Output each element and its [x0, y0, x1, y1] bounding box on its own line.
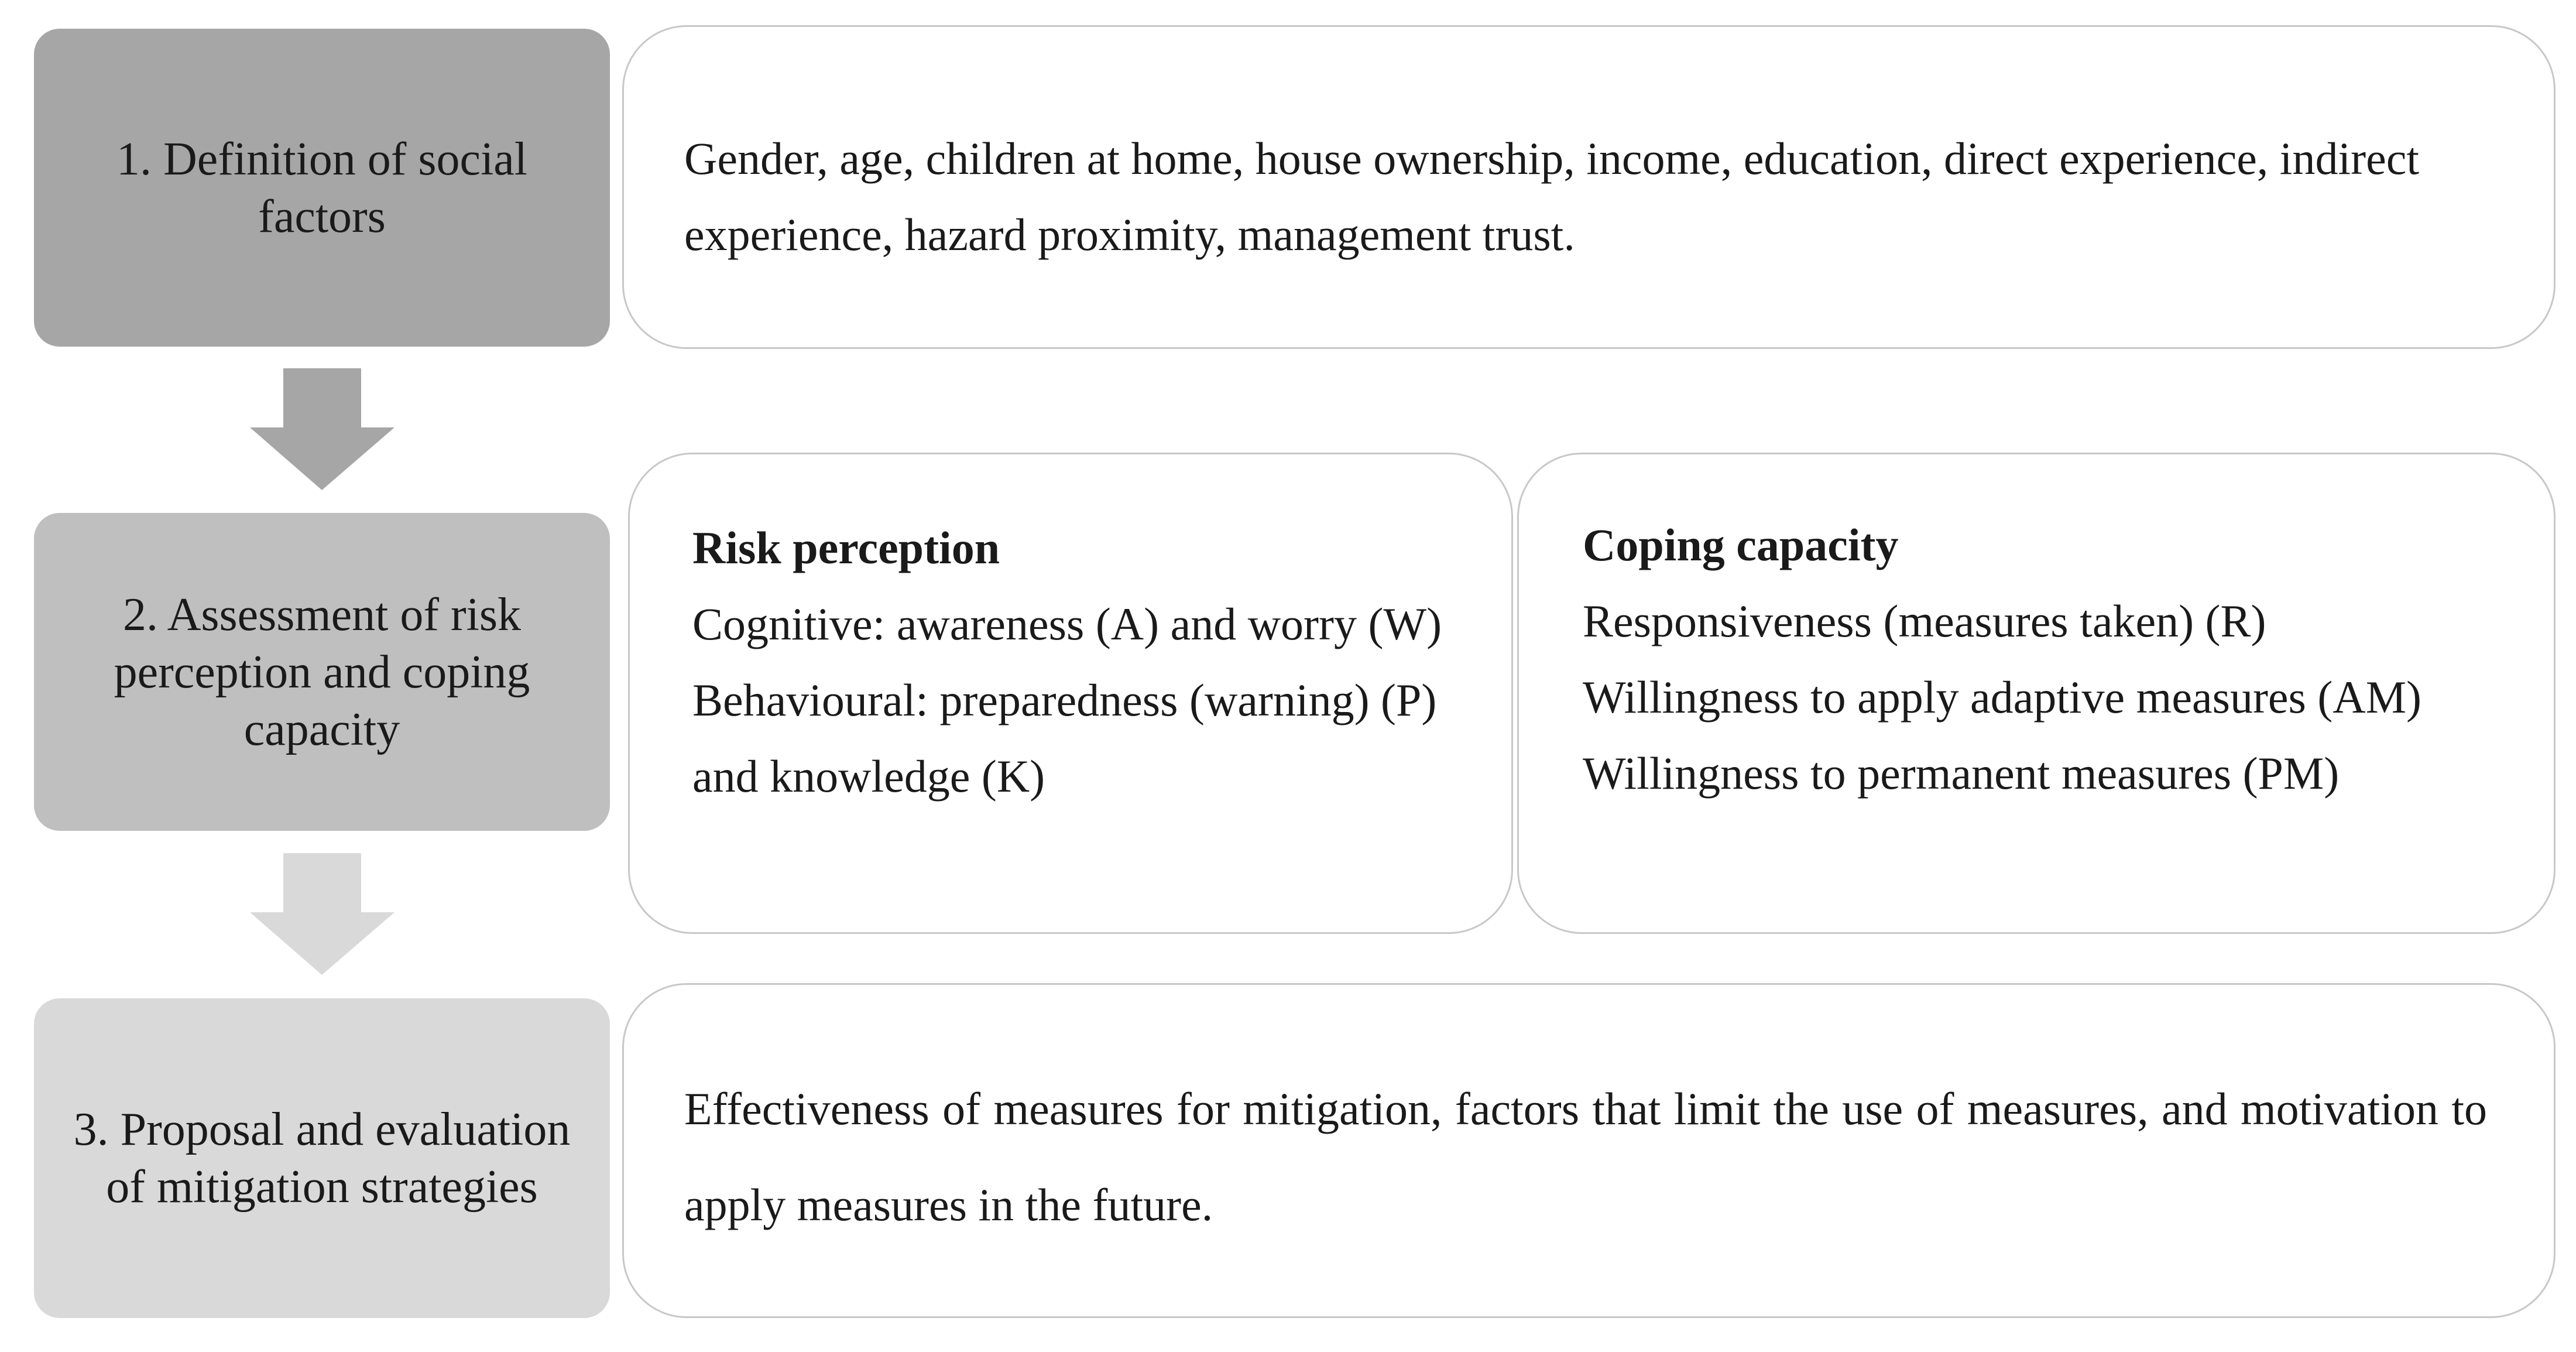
risk-perception-panel	[628, 453, 1513, 934]
list-item: Responsiveness (measures taken) (R)	[1583, 595, 2266, 646]
down-arrow-icon	[250, 368, 395, 490]
mitigation-text: Effectiveness of measures for mitigation, factors that limit the use of measures, and motivation to apply measures in the future.	[684, 1083, 2487, 1230]
social-factors-text: Gender, age, children at home, house ownership, income, education, direct experience, indirect experience, hazard proximity, management trust.	[684, 133, 2420, 260]
step-1-label: 1. Definition of social factors	[116, 133, 528, 242]
coping-capacity-title: Coping capacity	[1583, 519, 1899, 570]
step-1-box	[34, 29, 610, 347]
step-3-label: 3. Proposal and evaluation of mitigation strategies	[73, 1104, 571, 1213]
risk-perception-title: Risk perception	[692, 522, 1000, 573]
coping-capacity-panel	[1517, 453, 2556, 934]
coping-capacity-list	[1583, 507, 2519, 812]
mitigation-panel	[622, 983, 2556, 1318]
social-factors-panel	[622, 25, 2556, 349]
step-2-box	[34, 513, 610, 831]
risk-perception-list	[692, 510, 1477, 814]
step-3-box	[34, 998, 610, 1318]
list-item: Behavioural: preparedness (warning) (P) and knowledge (K)	[692, 675, 1437, 802]
list-item: Willingness to permanent measures (PM)	[1583, 748, 2340, 799]
step-2-label: 2. Assessment of risk perception and coping capacity	[114, 588, 530, 755]
down-arrow-icon	[250, 853, 395, 975]
list-item: Willingness to apply adaptive measures (AM)	[1583, 672, 2422, 723]
list-item: Cognitive: awareness (A) and worry (W)	[692, 598, 1442, 649]
